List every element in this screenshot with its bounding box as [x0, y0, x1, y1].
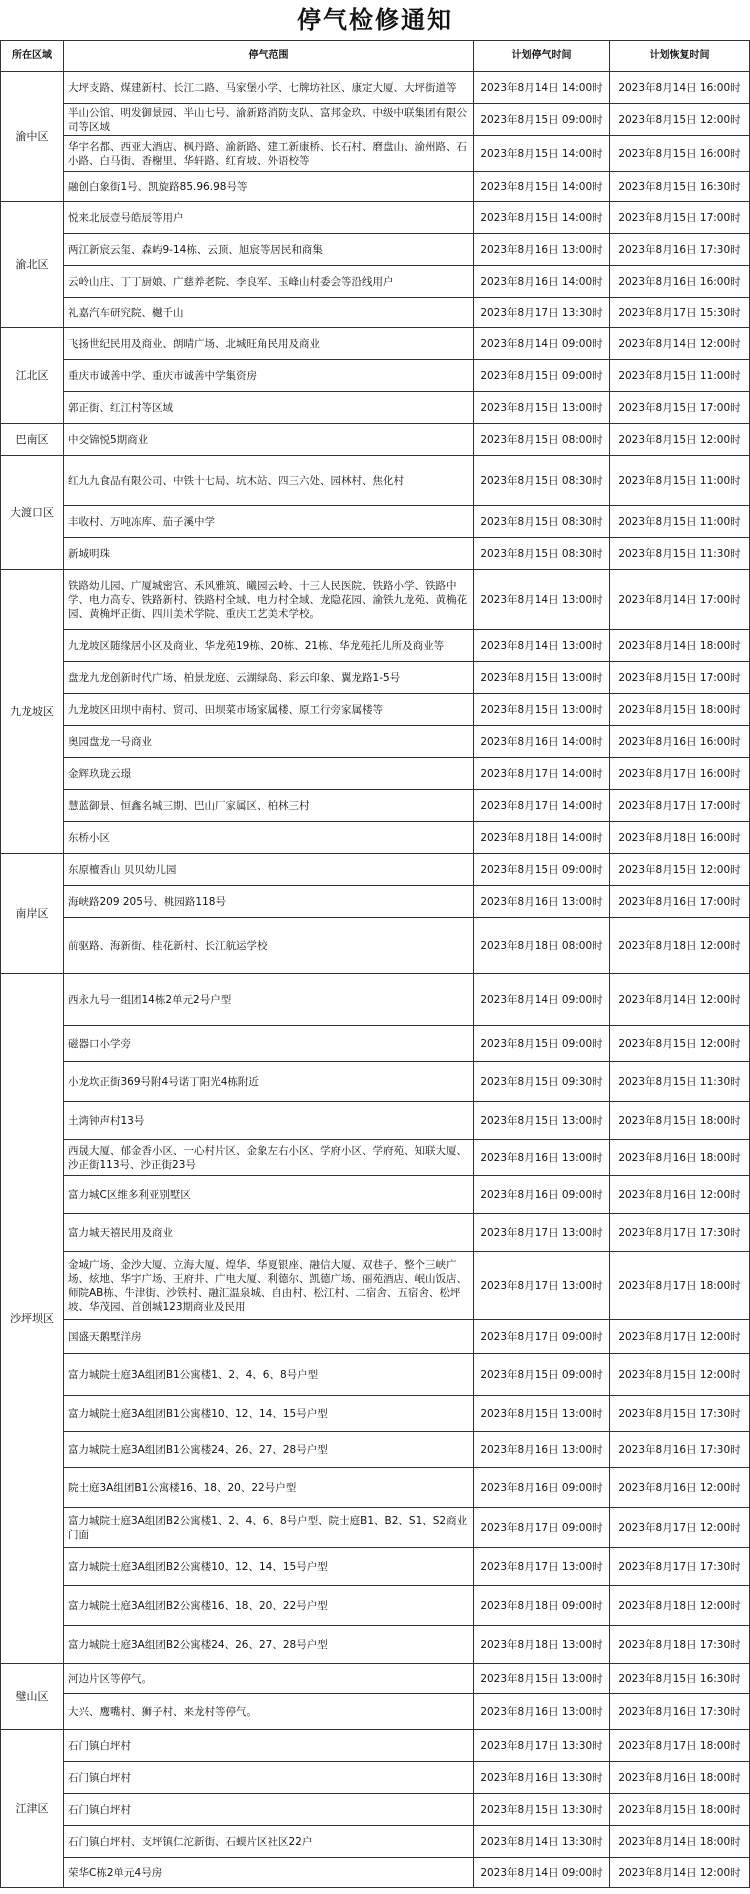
stop-time-cell: 2023年8月14日 13:00时: [474, 570, 610, 630]
restore-time-cell: 2023年8月17日 17:00时: [610, 790, 750, 822]
table-row: [1, 298, 750, 328]
restore-time-cell: 2023年8月18日 17:30时: [610, 1626, 750, 1664]
stop-time-cell: 2023年8月15日 09:00时: [474, 104, 610, 136]
scope-cell: 富力城院士庭3A组团B2公寓楼16、18、20、22号户型: [64, 1586, 474, 1626]
scope-cell: 石门镇白坪村: [64, 1794, 474, 1826]
scope-cell: 富力城院士庭3A组团B1公寓楼10、12、14、15号户型: [64, 1396, 474, 1432]
stop-time-cell: 2023年8月14日 14:00时: [474, 72, 610, 104]
header-stop-time: 计划停气时间: [474, 41, 610, 72]
stop-time-cell: 2023年8月16日 13:00时: [474, 1432, 610, 1468]
stop-time-cell: 2023年8月15日 08:30时: [474, 538, 610, 570]
restore-time-cell: 2023年8月16日 17:00时: [610, 886, 750, 918]
stop-time-cell: 2023年8月15日 13:00时: [474, 1664, 610, 1694]
table-row: [1, 104, 750, 136]
restore-time-cell: 2023年8月15日 12:00时: [610, 104, 750, 136]
table-row: [1, 392, 750, 424]
table-row: [1, 328, 750, 360]
scope-cell: 金城广场、金沙大厦、立海大厦、煌华、华夏银座、融信大厦、双巷子、整个三峡广场、炫地、华宇广场、王府井、广电大厦、利德尔、凯德广场、丽苑酒店、岷山饭店、师院AB栋、牛津街、沙铁村、融汇温泉城、自由村、松江村、二宿舍、五宿舍、松坪坡、华茂园、首创城123期商业及民用: [64, 1252, 474, 1320]
table-row: [1, 854, 750, 886]
stop-time-cell: 2023年8月18日 13:00时: [474, 1626, 610, 1664]
district-cell: 巴南区: [1, 424, 64, 456]
table-row: [1, 202, 750, 234]
stop-time-cell: 2023年8月17日 13:00时: [474, 1214, 610, 1252]
header-restore-time: 计划恢复时间: [610, 41, 750, 72]
stop-time-cell: 2023年8月16日 09:00时: [474, 1468, 610, 1508]
scope-cell: 西晟大厦、郁金香小区、一心村片区、金象左右小区、学府小区、学府苑、知联大厦、沙正街113号、沙正街23号: [64, 1140, 474, 1176]
stop-time-cell: 2023年8月15日 08:30时: [474, 456, 610, 506]
scope-cell: 院士庭3A组团B1公寓楼16、18、20、22号户型: [64, 1468, 474, 1508]
restore-time-cell: 2023年8月17日 17:30时: [610, 1548, 750, 1586]
stop-time-cell: 2023年8月16日 14:00时: [474, 726, 610, 758]
restore-time-cell: 2023年8月15日 12:00时: [610, 1354, 750, 1396]
scope-cell: 河边片区等停气。: [64, 1664, 474, 1694]
scope-cell: 礼嘉汽车研究院、樾千山: [64, 298, 474, 328]
table-row: [1, 1762, 750, 1794]
restore-time-cell: 2023年8月16日 17:30时: [610, 234, 750, 266]
table-row: [1, 758, 750, 790]
stop-time-cell: 2023年8月17日 09:00时: [474, 1320, 610, 1354]
scope-cell: 富力城天禧民用及商业: [64, 1214, 474, 1252]
stop-time-cell: 2023年8月15日 08:30时: [474, 506, 610, 538]
stop-time-cell: 2023年8月17日 13:30时: [474, 1730, 610, 1762]
table-row: [1, 1396, 750, 1432]
district-cell: 渝中区: [1, 72, 64, 202]
table-row: [1, 456, 750, 506]
scope-cell: 土湾钟声村13号: [64, 1102, 474, 1140]
scope-cell: 国盛天鹅墅洋房: [64, 1320, 474, 1354]
restore-time-cell: 2023年8月15日 16:30时: [610, 1664, 750, 1694]
scope-cell: 富力城C区维多利亚别墅区: [64, 1176, 474, 1214]
district-cell: 南岸区: [1, 854, 64, 974]
table-row: [1, 918, 750, 974]
restore-time-cell: 2023年8月15日 16:30时: [610, 172, 750, 202]
restore-time-cell: 2023年8月17日 18:00时: [610, 1252, 750, 1320]
table-row: [1, 1508, 750, 1548]
restore-time-cell: 2023年8月16日 12:00时: [610, 1176, 750, 1214]
restore-time-cell: 2023年8月14日 16:00时: [610, 72, 750, 104]
stop-time-cell: 2023年8月16日 13:00时: [474, 1140, 610, 1176]
stop-time-cell: 2023年8月15日 13:00时: [474, 662, 610, 694]
table-row: [1, 1432, 750, 1468]
stop-time-cell: 2023年8月14日 09:00时: [474, 974, 610, 1026]
scope-cell: 小龙坎正街369号附4号诺丁阳光4栋附近: [64, 1062, 474, 1102]
scope-cell: 富力城院士庭3A组团B2公寓楼10、12、14、15号户型: [64, 1548, 474, 1586]
restore-time-cell: 2023年8月17日 12:00时: [610, 1508, 750, 1548]
restore-time-cell: 2023年8月15日 11:30时: [610, 1062, 750, 1102]
scope-cell: 盘龙九龙创新时代广场、柏景龙庭、云湖绿岛、彩云印象、翼龙路1-5号: [64, 662, 474, 694]
restore-time-cell: 2023年8月14日 12:00时: [610, 974, 750, 1026]
scope-cell: 九龙坡区田坝中南村、贸司、田坝菜市场家属楼、原工行旁家属楼等: [64, 694, 474, 726]
scope-cell: 西永九号一组团14栋2单元2号户型: [64, 974, 474, 1026]
table-body: [1, 72, 750, 1888]
table-row: [1, 360, 750, 392]
scope-cell: 重庆市诚善中学、重庆市诚善中学集资房: [64, 360, 474, 392]
scope-cell: 富力城院士庭3A组团B2公寓楼1、2、4、6、8号户型、院士庭B1、B2、S1、S2商业门面: [64, 1508, 474, 1548]
restore-time-cell: 2023年8月14日 18:00时: [610, 630, 750, 662]
scope-cell: 九龙坡区随缘居小区及商业、华龙苑19栋、20栋、21栋、华龙苑托儿所及商业等: [64, 630, 474, 662]
restore-time-cell: 2023年8月15日 17:00时: [610, 662, 750, 694]
stop-time-cell: 2023年8月17日 14:00时: [474, 758, 610, 790]
table-row: [1, 234, 750, 266]
scope-cell: 新城明珠: [64, 538, 474, 570]
table-row: [1, 822, 750, 854]
district-cell: 江津区: [1, 1730, 64, 1888]
scope-cell: 红九九食品有限公司、中铁十七局、坑木站、四三六处、园林村、焦化村: [64, 456, 474, 506]
restore-time-cell: 2023年8月16日 16:00时: [610, 726, 750, 758]
table-row: [1, 974, 750, 1026]
scope-cell: 奥园盘龙一号商业: [64, 726, 474, 758]
scope-cell: 前驱路、海新街、桂花新村、长江航运学校: [64, 918, 474, 974]
scope-cell: 铁路幼儿园、广厦城密宫、禾风雅筑、曦园云岭、十三人民医院、铁路小学、铁路中学、电力高专、铁路新村、铁路村全域、电力村全域、龙隐花园、渝铁九龙苑、黄桷花园、黄桷坪正街、四川美术学院、重庆工艺美术学校。: [64, 570, 474, 630]
restore-time-cell: 2023年8月16日 12:00时: [610, 1468, 750, 1508]
restore-time-cell: 2023年8月15日 18:00时: [610, 694, 750, 726]
restore-time-cell: 2023年8月16日 16:00时: [610, 266, 750, 298]
table-row: [1, 886, 750, 918]
table-row: [1, 1468, 750, 1508]
stop-time-cell: 2023年8月17日 13:00时: [474, 1548, 610, 1586]
table-row: [1, 726, 750, 758]
scope-cell: 中交锦悦5期商业: [64, 424, 474, 456]
stop-time-cell: 2023年8月15日 13:00时: [474, 1396, 610, 1432]
scope-cell: 富力城院士庭3A组团B1公寓楼24、26、27、28号户型: [64, 1432, 474, 1468]
table-row: [1, 72, 750, 104]
table-row: [1, 1858, 750, 1888]
scope-cell: 融创白象街1号、凯旋路85.96.98号等: [64, 172, 474, 202]
table-row: [1, 1062, 750, 1102]
scope-cell: 东桥小区: [64, 822, 474, 854]
stop-time-cell: 2023年8月18日 14:00时: [474, 822, 610, 854]
restore-time-cell: 2023年8月16日 18:00时: [610, 1762, 750, 1794]
restore-time-cell: 2023年8月15日 18:00时: [610, 1794, 750, 1826]
restore-time-cell: 2023年8月15日 11:00时: [610, 506, 750, 538]
stop-time-cell: 2023年8月16日 13:00时: [474, 234, 610, 266]
stop-time-cell: 2023年8月15日 09:00时: [474, 1354, 610, 1396]
table-row: [1, 570, 750, 630]
stop-time-cell: 2023年8月14日 13:30时: [474, 1826, 610, 1858]
table-row: [1, 790, 750, 822]
scope-cell: 慧蓝御景、恒鑫名城三期、巴山厂家属区、柏林三村: [64, 790, 474, 822]
scope-cell: 华宇名都、西亚大酒店、枫丹路、渝新路、建工新康桥、长石村、磨盘山、渝州路、石小路、白马街、香榭里、华轩路、红育坡、外语校等: [64, 136, 474, 172]
restore-time-cell: 2023年8月14日 17:00时: [610, 570, 750, 630]
stop-time-cell: 2023年8月15日 14:00时: [474, 202, 610, 234]
scope-cell: 云岭山庄、丁丁厨娘、广慈养老院、李良军、玉峰山村委会等沿线用户: [64, 266, 474, 298]
district-cell: 沙坪坝区: [1, 974, 64, 1664]
restore-time-cell: 2023年8月15日 11:00时: [610, 360, 750, 392]
stop-time-cell: 2023年8月15日 13:30时: [474, 1794, 610, 1826]
stop-time-cell: 2023年8月15日 14:00时: [474, 172, 610, 202]
stop-time-cell: 2023年8月17日 13:00时: [474, 1252, 610, 1320]
district-cell: 渝北区: [1, 202, 64, 328]
scope-cell: 悦来北辰壹号皓辰等用户: [64, 202, 474, 234]
restore-time-cell: 2023年8月17日 12:00时: [610, 1320, 750, 1354]
restore-time-cell: 2023年8月14日 12:00时: [610, 1858, 750, 1888]
table-row: [1, 1026, 750, 1062]
restore-time-cell: 2023年8月15日 12:00时: [610, 1026, 750, 1062]
stop-time-cell: 2023年8月14日 09:00时: [474, 1858, 610, 1888]
scope-cell: 郭正街、红江村等区域: [64, 392, 474, 424]
scope-cell: 石门镇白坪村: [64, 1730, 474, 1762]
table-row: [1, 662, 750, 694]
restore-time-cell: 2023年8月17日 17:30时: [610, 1214, 750, 1252]
stop-time-cell: 2023年8月16日 14:00时: [474, 266, 610, 298]
table-row: [1, 1320, 750, 1354]
restore-time-cell: 2023年8月18日 12:00时: [610, 1586, 750, 1626]
restore-time-cell: 2023年8月14日 12:00时: [610, 328, 750, 360]
stop-time-cell: 2023年8月16日 09:00时: [474, 1176, 610, 1214]
stop-time-cell: 2023年8月15日 13:00时: [474, 694, 610, 726]
scope-cell: 富力城院士庭3A组团B1公寓楼1、2、4、6、8号户型: [64, 1354, 474, 1396]
restore-time-cell: 2023年8月17日 16:00时: [610, 758, 750, 790]
table-row: [1, 630, 750, 662]
scope-cell: 石门镇白坪村、支坪镇仁沱新街、石蟆片区社区22户: [64, 1826, 474, 1858]
scope-cell: 东原檀香山 贝贝幼儿园: [64, 854, 474, 886]
table-row: [1, 1548, 750, 1586]
scope-cell: 富力城院士庭3A组团B2公寓楼24、26、27、28号户型: [64, 1626, 474, 1664]
stop-time-cell: 2023年8月17日 13:30时: [474, 298, 610, 328]
stop-time-cell: 2023年8月15日 13:00时: [474, 392, 610, 424]
table-row: [1, 1730, 750, 1762]
stop-time-cell: 2023年8月18日 08:00时: [474, 918, 610, 974]
stop-time-cell: 2023年8月15日 08:00时: [474, 424, 610, 456]
scope-cell: 荣华C栋2单元4号房: [64, 1858, 474, 1888]
restore-time-cell: 2023年8月15日 17:00时: [610, 392, 750, 424]
table-row: [1, 506, 750, 538]
stop-time-cell: 2023年8月15日 09:00时: [474, 1026, 610, 1062]
restore-time-cell: 2023年8月15日 16:00时: [610, 136, 750, 172]
stop-time-cell: 2023年8月14日 09:00时: [474, 328, 610, 360]
restore-time-cell: 2023年8月15日 18:00时: [610, 1102, 750, 1140]
table-row: [1, 266, 750, 298]
district-cell: 大渡口区: [1, 456, 64, 570]
district-cell: 九龙坡区: [1, 570, 64, 854]
scope-cell: 两江新宸云玺、森屿9-14栋、云顶、旭宸等居民和商集: [64, 234, 474, 266]
scope-cell: 金辉玖珑云璟: [64, 758, 474, 790]
restore-time-cell: 2023年8月15日 11:00时: [610, 456, 750, 506]
table-row: [1, 1626, 750, 1664]
table-row: [1, 172, 750, 202]
restore-time-cell: 2023年8月16日 18:00时: [610, 1140, 750, 1176]
scope-cell: 丰收村、万吨冻库、茄子溪中学: [64, 506, 474, 538]
restore-time-cell: 2023年8月16日 17:30时: [610, 1694, 750, 1730]
stop-time-cell: 2023年8月15日 09:00时: [474, 360, 610, 392]
restore-time-cell: 2023年8月16日 17:30时: [610, 1432, 750, 1468]
header-row: [1, 41, 750, 72]
table-row: [1, 1826, 750, 1858]
stop-time-cell: 2023年8月18日 09:00时: [474, 1586, 610, 1626]
scope-cell: 大坪支路、煤建新村、长江二路、马家堡小学、七牌坊社区、康定大厦、大坪街道等: [64, 72, 474, 104]
restore-time-cell: 2023年8月15日 17:00时: [610, 202, 750, 234]
header-district: 所在区域: [1, 41, 64, 72]
header-scope: 停气范围: [64, 41, 474, 72]
table-row: [1, 1586, 750, 1626]
stop-time-cell: 2023年8月17日 09:00时: [474, 1508, 610, 1548]
page-title: 停气检修通知: [297, 5, 453, 34]
table-row: [1, 1794, 750, 1826]
restore-time-cell: 2023年8月15日 11:30时: [610, 538, 750, 570]
table-row: [1, 424, 750, 456]
table-row: [1, 538, 750, 570]
restore-time-cell: 2023年8月14日 18:00时: [610, 1826, 750, 1858]
scope-cell: 石门镇白坪村: [64, 1762, 474, 1794]
table-row: [1, 1694, 750, 1730]
stop-time-cell: 2023年8月16日 13:00时: [474, 886, 610, 918]
stop-time-cell: 2023年8月15日 09:00时: [474, 854, 610, 886]
restore-time-cell: 2023年8月18日 16:00时: [610, 822, 750, 854]
restore-time-cell: 2023年8月15日 12:00时: [610, 424, 750, 456]
outage-table: [0, 40, 750, 1888]
table-row: [1, 1102, 750, 1140]
stop-time-cell: 2023年8月17日 14:00时: [474, 790, 610, 822]
table-row: [1, 1664, 750, 1694]
table-row: [1, 1214, 750, 1252]
restore-time-cell: 2023年8月15日 12:00时: [610, 854, 750, 886]
table-row: [1, 1354, 750, 1396]
scope-cell: 飞扬世纪民用及商业、朗晴广场、北城旺角民用及商业: [64, 328, 474, 360]
scope-cell: 海峡路209 205号、桃园路118号: [64, 886, 474, 918]
stop-time-cell: 2023年8月16日 13:00时: [474, 1694, 610, 1730]
restore-time-cell: 2023年8月15日 17:30时: [610, 1396, 750, 1432]
restore-time-cell: 2023年8月17日 18:00时: [610, 1730, 750, 1762]
table-row: [1, 136, 750, 172]
stop-time-cell: 2023年8月15日 13:00时: [474, 1102, 610, 1140]
restore-time-cell: 2023年8月17日 15:30时: [610, 298, 750, 328]
table-row: [1, 1176, 750, 1214]
stop-time-cell: 2023年8月16日 13:30时: [474, 1762, 610, 1794]
district-cell: 江北区: [1, 328, 64, 424]
stop-time-cell: 2023年8月15日 09:30时: [474, 1062, 610, 1102]
table-row: [1, 694, 750, 726]
stop-time-cell: 2023年8月14日 13:00时: [474, 630, 610, 662]
restore-time-cell: 2023年8月18日 12:00时: [610, 918, 750, 974]
stop-time-cell: 2023年8月15日 14:00时: [474, 136, 610, 172]
table-row: [1, 1252, 750, 1320]
scope-cell: 大兴、鹰嘴村、狮子村、来龙村等停气。: [64, 1694, 474, 1730]
table-row: [1, 1140, 750, 1176]
scope-cell: 磁器口小学旁: [64, 1026, 474, 1062]
scope-cell: 半山公馆、明发御景园、半山七号、渝新路消防支队、富邦金玖、中级中联集团有限公司等区域: [64, 104, 474, 136]
district-cell: 璧山区: [1, 1664, 64, 1730]
